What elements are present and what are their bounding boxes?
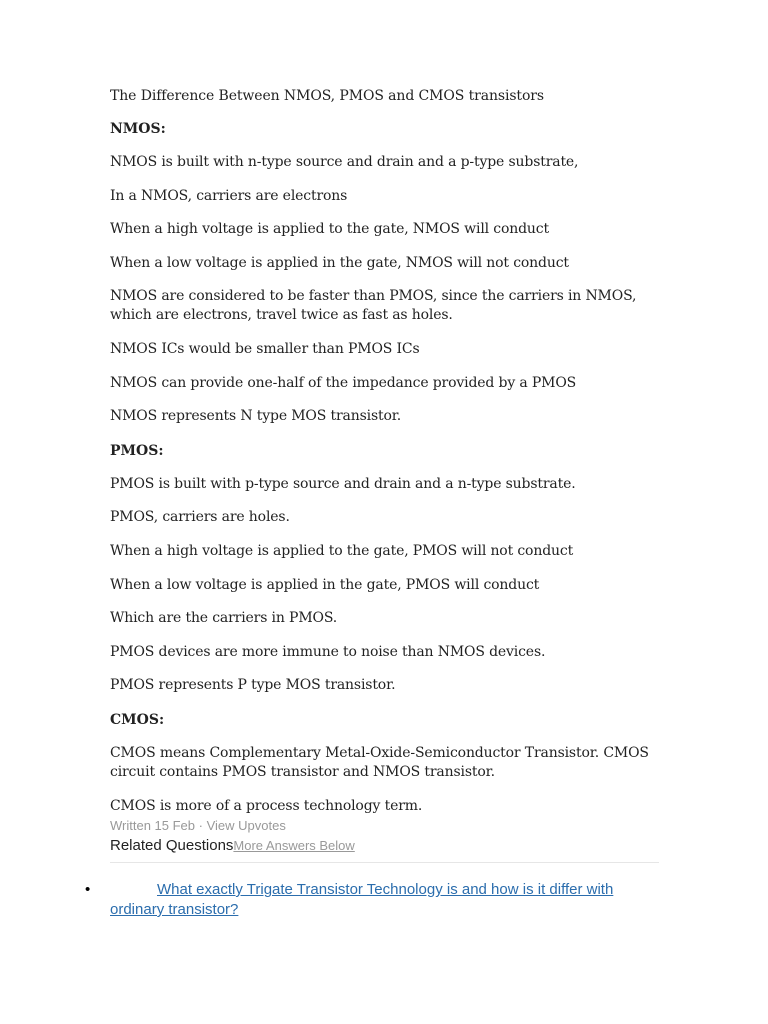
paragraph: NMOS are considered to be faster than PMOS, since the carriers in NMOS, which are electrons, travel twice as fast as holes.	[110, 288, 637, 324]
section-cmos	[110, 710, 660, 816]
paragraph: PMOS devices are more immune to noise than NMOS devices.	[110, 643, 546, 660]
related-questions-title: Related Questions	[110, 836, 234, 854]
paragraph: When a high voltage is applied to the gate, NMOS will conduct	[110, 221, 549, 238]
section-pmos	[110, 441, 660, 696]
paragraph: Which are the carriers in PMOS.	[110, 610, 338, 627]
paragraph: NMOS can provide one-half of the impedance provided by a PMOS	[110, 374, 577, 391]
list-item	[85, 880, 645, 920]
section-heading: NMOS:	[110, 121, 166, 137]
paragraph: CMOS is more of a process technology term.	[110, 797, 423, 814]
view-upvotes-link[interactable]: View Upvotes	[206, 817, 286, 833]
section-heading: CMOS:	[110, 711, 165, 728]
paragraph: When a high voltage is applied to the gate, PMOS will not conduct	[110, 542, 574, 559]
related-questions-list	[85, 880, 645, 920]
paragraph: PMOS is built with p-type source and drain and a n-type substrate.	[110, 475, 576, 492]
document-title: The Difference Between NMOS, PMOS and CMOS transistors	[110, 88, 544, 104]
answer-body	[110, 86, 660, 863]
paragraph: When a low voltage is applied in the gate, PMOS will conduct	[110, 576, 540, 593]
paragraph: When a low voltage is applied in the gate, NMOS will not conduct	[110, 254, 569, 271]
related-questions-header	[110, 836, 659, 863]
answer-meta	[110, 818, 660, 834]
paragraph: CMOS means Complementary Metal-Oxide-Semiconductor Transistor. CMOS circuit contains PMOS transistor and NMOS transistor.	[110, 744, 649, 780]
related-question-link[interactable]: What exactly Trigate Transistor Technology is and how is it differ with ordinary transistor?	[110, 881, 614, 918]
paragraph: NMOS ICs would be smaller than PMOS ICs	[110, 340, 420, 357]
paragraph: NMOS represents N type MOS transistor.	[110, 408, 402, 425]
section-heading: PMOS:	[110, 442, 164, 459]
paragraph: PMOS represents P type MOS transistor.	[110, 677, 396, 694]
meta-separator: ·	[195, 817, 207, 833]
written-date-link[interactable]: Written 15 Feb	[110, 817, 196, 833]
bullet-icon: •	[85, 881, 91, 898]
paragraph: PMOS, carriers are holes.	[110, 509, 290, 526]
paragraph: NMOS is built with n-type source and drain and a p-type substrate,	[110, 154, 579, 170]
more-answers-link[interactable]: More Answers Below	[233, 837, 355, 853]
paragraph: In a NMOS, carriers are electrons	[110, 187, 348, 204]
section-nmos	[110, 119, 660, 426]
